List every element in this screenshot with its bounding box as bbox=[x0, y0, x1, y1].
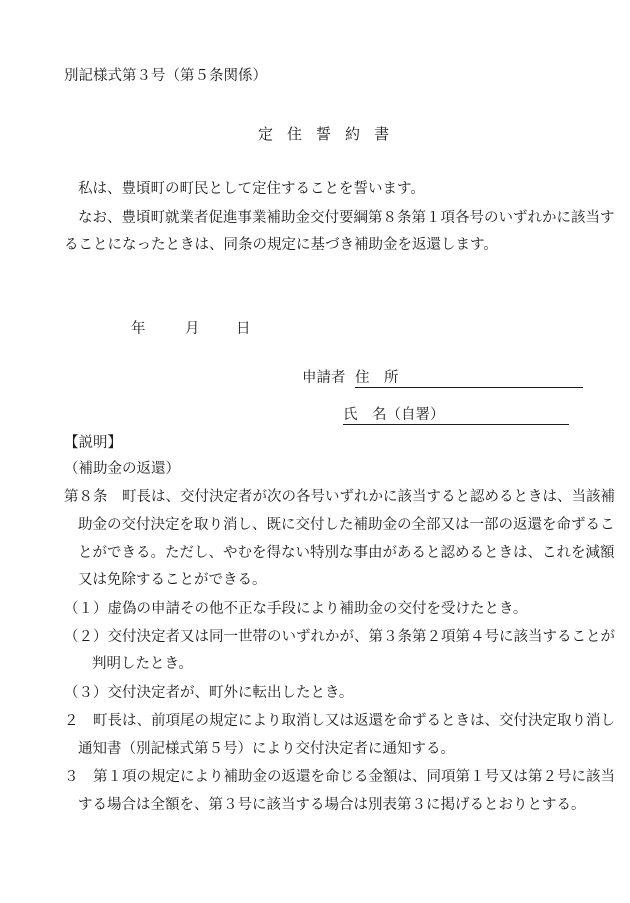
title-char: 誓 bbox=[316, 125, 332, 143]
explanation-heading: 【説明】 bbox=[64, 435, 122, 451]
address-underline bbox=[355, 387, 583, 388]
item-2-line-2: 判明したとき。 bbox=[92, 656, 193, 672]
explanation-subheading: （補助金の返還） bbox=[64, 461, 180, 477]
article8-line-1: 第８条 町長は、交付決定者が次の各号いずれかに該当すると認めるときは、当該補 bbox=[64, 489, 615, 505]
applicant-label: 申請者 bbox=[302, 370, 346, 386]
pledge-line-3: ることになったときは、同条の規定に基づき補助金を返還します。 bbox=[64, 237, 498, 253]
title-char: 住 bbox=[287, 125, 303, 143]
title-char: 約 bbox=[345, 125, 361, 143]
date-month: 月 bbox=[185, 321, 200, 337]
paragraph-2-line-1: ２ 町長は、前項尾の規定により取消し又は返還を命ずるときは、交付決定取り消し bbox=[64, 713, 615, 729]
title-char: 定 bbox=[258, 125, 274, 143]
article8-line-3: とができる。ただし、やむを得ない特別な事由があると認めるときは、これを減額 bbox=[78, 545, 615, 561]
form-label: 別記様式第３号（第５条関係） bbox=[64, 68, 267, 84]
item-1: （１）虚偽の申請その他不正な手段により補助金の交付を受けたとき。 bbox=[64, 601, 528, 617]
item-2-line-1: （２）交付決定者又は同一世帯のいずれかが、第３条第２項第４号に該当することが bbox=[64, 629, 615, 645]
article8-line-2: 助金の交付決定を取り消し、既に交付した補助金の全部又は一部の返還を命ずるこ bbox=[78, 517, 615, 533]
article8-line-4: 又は免除することができる。 bbox=[78, 572, 267, 588]
title-char: 書 bbox=[374, 125, 390, 143]
pledge-line-2: なお、豊頃町就業者促進事業補助金交付要綱第８条第１項各号のいずれかに該当す bbox=[78, 210, 615, 226]
paragraph-3-line-1: ３ 第１項の規定により補助金の返還を命じる金額は、同項第１号又は第２号に該当 bbox=[64, 769, 615, 785]
name-label: 氏 名（自署） bbox=[343, 407, 445, 423]
paragraph-2-line-2: 通知書（別記様式第５号）により交付決定者に通知する。 bbox=[78, 741, 455, 757]
name-underline bbox=[343, 424, 569, 425]
item-3: （３）交付決定者が、町外に転出したとき。 bbox=[64, 685, 354, 701]
date-day: 日 bbox=[236, 321, 251, 337]
paragraph-3-line-2: する場合は全額を、第３号に該当する場合は別表第３に掲げるとおりとする。 bbox=[78, 797, 586, 813]
date-year: 年 bbox=[131, 321, 146, 337]
address-label: 住 所 bbox=[355, 370, 399, 386]
document-title bbox=[258, 127, 389, 143]
pledge-line-1: 私は、豊頃町の町民として定住することを誓います。 bbox=[78, 181, 425, 197]
